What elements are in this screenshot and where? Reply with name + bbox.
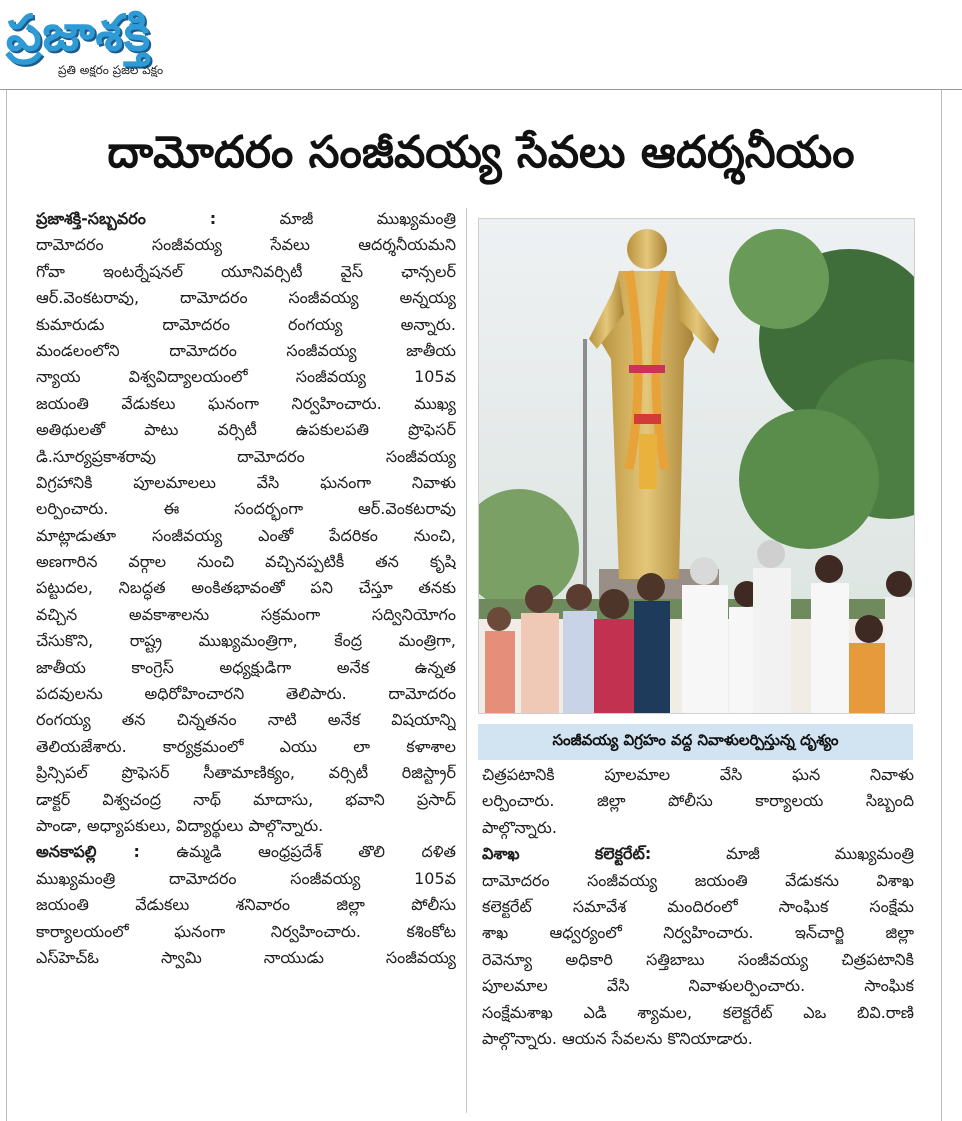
article-text: చేసుకొని, రాష్ట్ర ముఖ్యమంత్రిగా, కేంద్ర మంత్రిగా, xyxy=(36,631,456,651)
article-line xyxy=(36,417,456,443)
article-text: వచ్చిన అవకాశాలను సక్రమంగా సద్వినియోగం xyxy=(36,604,456,624)
article-text: జాతీయ కాంగ్రెస్ అధ్యక్షుడిగా అనేక ఉన్నత xyxy=(36,657,456,677)
article-line xyxy=(482,947,914,973)
article-line xyxy=(482,973,914,999)
article-text: పట్టుదల, నిబద్ధత అంకితభావంతో పని చేస్తూ తనకు xyxy=(36,578,456,598)
article-text: దామోదరం సంజీవయ్య జయంతి వేడుకను విశాఖ xyxy=(482,870,914,890)
article-text: శాఖ ఆధ్వర్యంలో నిర్వహించారు. ఇన్‌చార్జి జిల్లా xyxy=(482,923,914,943)
page-border-right xyxy=(941,90,942,1121)
article-line xyxy=(482,1026,914,1052)
article-text: దామోదరం సంజీవయ్య సేవలు ఆదర్శనీయమని xyxy=(36,235,456,255)
article-column-left xyxy=(36,206,456,971)
article-line xyxy=(36,259,456,285)
article-text: మాజీ ముఖ్యమంత్రి xyxy=(651,844,914,864)
article-line xyxy=(482,868,914,894)
article-text: లర్పించారు. జిల్లా పోలీసు కార్యాలయ సిబ్బంది xyxy=(482,791,914,811)
article-line xyxy=(36,839,456,865)
column-divider xyxy=(466,208,467,1113)
article-line xyxy=(36,787,456,813)
masthead-rule xyxy=(0,89,962,90)
article-line xyxy=(482,894,914,920)
dateline: విశాఖ కలెక్టరేట్: xyxy=(482,844,652,864)
article-text: కార్యాలయంలో ఘనంగా నిర్వహించారు. కశింకోట xyxy=(36,921,456,941)
article-text: పదవులను అధిరోహించారని తెలిపారు. దామోదరం xyxy=(36,684,456,704)
article-text: జయంతి వేడుకలు శనివారం జిల్లా పోలీసు xyxy=(36,895,456,915)
logo-tagline: ప్రతి అక్షరం ప్రజల పక్షం xyxy=(58,63,164,77)
article-text: రంగయ్య తన చిన్నతనం నాటి అనేక విషయాన్ని xyxy=(36,710,456,730)
article-line xyxy=(36,655,456,681)
article-text: ప్రిన్సిపల్ ప్రొఫెసర్ సీతామాణిక్యం, వర్సిటీ రిజిస్ట్రార్ xyxy=(36,763,456,783)
dateline: ప్రజాశక్తి-సబ్బవరం : xyxy=(36,209,217,228)
article-text: చిత్రపటానికి పూలమాల వేసి ఘన నివాళు xyxy=(482,765,914,784)
article-line xyxy=(36,470,456,496)
article-line xyxy=(36,364,456,390)
article-line xyxy=(482,920,914,946)
article-text: పాల్గొన్నారు. ఆయన సేవలను కొనియాడారు. xyxy=(482,1028,753,1048)
article-line xyxy=(482,815,914,841)
article-line xyxy=(36,496,456,522)
article-line xyxy=(36,312,456,338)
article-text: అణగారిన వర్గాల నుంచి వచ్చినప్పటికీ తన కృషి xyxy=(36,552,456,572)
article-headline: దామోదరం సంజీవయ్య సేవలు ఆదర్శనీయం xyxy=(107,127,855,178)
article-line xyxy=(36,285,456,311)
article-text: జయంతి వేడుకలు ఘనంగా నిర్వహించారు. ముఖ్య xyxy=(36,393,456,413)
article-text: పూలమాల వేసి నివాళులర్పించారు. సాంఘిక xyxy=(482,976,914,996)
masthead xyxy=(0,0,260,90)
article-line xyxy=(36,760,456,786)
article-line xyxy=(482,1000,914,1026)
article-line xyxy=(482,788,914,814)
article-line xyxy=(36,681,456,707)
article-text: మాట్లాడుతూ సంజీవయ్య ఎంతో పేదరికం నుంచి, xyxy=(36,525,456,545)
article-text: రెవెన్యూ అధికారి సత్తిబాబు సంజీవయ్య చిత్రపటానికి xyxy=(482,949,914,969)
article-line xyxy=(36,866,456,892)
article-text: తెలియజేశారు. కార్యక్రమంలో ఎయు లా కళాశాల xyxy=(36,736,456,756)
dateline: అనకాపల్లి : xyxy=(36,842,140,862)
article-text: ముఖ్యమంత్రి దామోదరం సంజీవయ్య 105వ xyxy=(36,868,456,888)
article-text: గోవా ఇంటర్నేషనల్ యూనివర్సిటీ వైస్ ఛాన్సలర్ xyxy=(36,261,456,281)
article-line xyxy=(36,444,456,470)
photo-caption: సంజీవయ్య విగ్రహం వద్ద నివాళులర్పిస్తున్న దృశ్యం xyxy=(552,731,839,749)
article-line xyxy=(36,549,456,575)
page-border-left xyxy=(6,90,7,1121)
article-column-right xyxy=(482,762,914,1052)
article-text: ఉమ్మడి ఆంధ్రప్రదేశ్ తొలి దళిత xyxy=(139,842,456,862)
article-line xyxy=(36,206,456,232)
article-text: లర్పించారు. ఈ సందర్భంగా ఆర్.వెంకటరావు xyxy=(36,499,456,519)
news-photo xyxy=(478,218,915,714)
newspaper-logo: ప్రజాశక్తి xyxy=(6,4,151,62)
photo-caption-box xyxy=(478,724,913,760)
article-text: మండలంలోని దామోదరం సంజీవయ్య జాతీయ xyxy=(36,340,456,360)
article-line xyxy=(482,762,914,788)
article-text: పాల్గొన్నారు. xyxy=(482,817,557,837)
article-line xyxy=(36,602,456,628)
article-text: డాక్టర్ విశ్వచంద్ర నాథ్ మాదాసు, భవాని ప్రసాద్ xyxy=(36,789,456,809)
article-text: ఆర్.వెంకటరావు, దామోదరం సంజీవయ్య అన్నయ్య xyxy=(36,288,456,308)
article-line xyxy=(36,523,456,549)
article-line xyxy=(36,575,456,601)
article-text: విగ్రహానికి పూలమాలలు వేసి ఘనంగా నివాళు xyxy=(36,472,456,492)
article-text: అతిథులతో పాటు వర్సిటీ ఉపకులపతి ప్రొఫెసర్ xyxy=(36,420,456,440)
article-line xyxy=(36,919,456,945)
article-line xyxy=(36,892,456,918)
article-text: సంక్షేమశాఖ ఎడి శ్యామల, కలెక్టరేట్ ఎఒ బివి.రాణి xyxy=(482,1002,914,1022)
article-text: పాండా, అధ్యాపకులు, విద్యార్థులు పాల్గొన్నారు. xyxy=(36,815,324,835)
article-text: న్యాయ విశ్వవిద్యాలయంలో సంజీవయ్య 105వ xyxy=(36,367,456,387)
statue-ceremony-photo xyxy=(479,219,914,713)
article-line xyxy=(36,338,456,364)
article-line xyxy=(36,391,456,417)
article-text: కలెక్టరేట్ సమావేశ మందిరంలో సాంఘిక సంక్షేమ xyxy=(482,896,914,916)
article-text: మాజీ ముఖ్యమంత్రి xyxy=(216,209,456,228)
article-line xyxy=(36,945,456,971)
article-line xyxy=(36,232,456,258)
article-line xyxy=(36,707,456,733)
article-text: ఎస్‌హెచ్‌ఓ స్వామి నాయుడు సంజీవయ్య xyxy=(36,947,456,967)
article-text: డి.సూర్యప్రకాశరావు దామోదరం సంజీవయ్య xyxy=(36,446,456,466)
article-line xyxy=(36,628,456,654)
article-line xyxy=(36,813,456,839)
article-text: కుమారుడు దామోదరం రంగయ్య అన్నారు. xyxy=(36,314,456,334)
article-line xyxy=(36,734,456,760)
article-line xyxy=(482,841,914,867)
